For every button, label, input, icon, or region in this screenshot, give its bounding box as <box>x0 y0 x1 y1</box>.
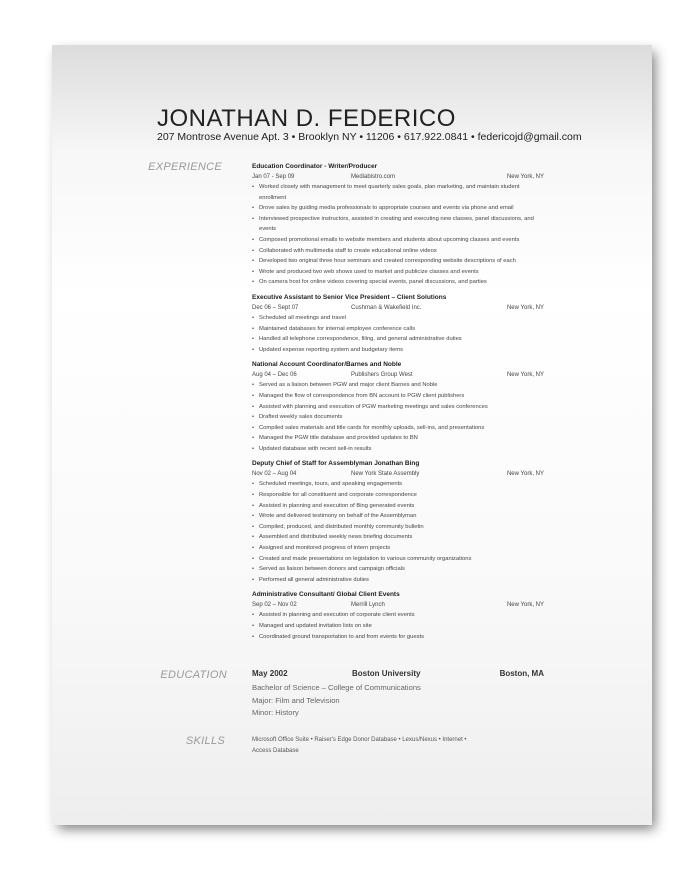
job-bullet: • Managed and updated invitation lists on site <box>252 621 544 632</box>
job-meta <box>252 370 544 380</box>
job-location: New York, NY <box>506 471 544 478</box>
job-bullet: • Assembled and distributed weekly news briefing documents <box>252 532 544 543</box>
job-entry <box>252 359 544 454</box>
job-bullet: • Updated database with recent sell-in results <box>252 444 544 455</box>
job-meta <box>252 600 544 610</box>
job-bullet: • Handled all telephone correspondence, filing, and general administrative duties <box>252 334 544 345</box>
job-entry <box>252 292 544 355</box>
education-heading: EDUCATION <box>160 669 227 681</box>
job-bullets <box>252 313 544 355</box>
job-bullet: • Maintained databases for internal employee conference calls <box>252 324 544 335</box>
job-bullet: • Developed two original three hour seminars and created corresponding website descriptions of each <box>252 256 544 267</box>
job-meta <box>252 469 544 479</box>
job-bullet: • Served as a liaison between PGW and major client Barnes and Noble <box>252 380 544 391</box>
job-title: National Account Coordinator/Barnes and Noble <box>252 361 402 369</box>
job-title: Deputy Chief of Staff for Assemblyman Jonathan Bing <box>252 460 420 468</box>
job-company: Merrill Lynch <box>351 602 385 609</box>
job-bullets <box>252 610 544 642</box>
skills-heading: SKILLS <box>185 735 225 747</box>
job-bullet: • Managed the PGW title database and provided updates to BN <box>252 433 544 444</box>
job-bullet: • Scheduled meetings, tours, and speaking engagements <box>252 479 544 490</box>
education-date: May 2002 <box>252 669 288 678</box>
job-location: New York, NY <box>506 602 544 609</box>
job-location: New York, NY <box>506 372 544 379</box>
experience-list <box>252 161 544 646</box>
job-bullets <box>252 380 544 454</box>
education-degree: Bachelor of Science – College of Communications <box>252 683 421 692</box>
job-bullet: • Created and made presentations on legislation to various community organizations <box>252 554 544 565</box>
job-entry <box>252 161 544 288</box>
education-major: Major: Film and Television <box>252 695 340 705</box>
job-bullet: • Served as liaison between donors and campaign officials <box>252 564 544 575</box>
job-dates: Aug 04 – Dec 06 <box>252 372 297 379</box>
job-title: Administrative Consultant/ Global Client Events <box>252 591 400 599</box>
job-bullet: • Worked closely with management to meet quarterly sales goals, plan marketing, and maintain student enrollment <box>252 182 544 203</box>
job-bullet: • Updated expense reporting system and budgetary items <box>252 345 544 356</box>
job-bullet: • Managed the flow of correspondence from BN account to PGW client publishers <box>252 391 544 402</box>
job-bullet: • Drafted weekly sales documents <box>252 412 544 423</box>
job-bullet: • On camera host for online videos covering special events, panel discussions, and parties <box>252 277 544 288</box>
education-block <box>252 669 544 720</box>
job-bullet: • Performed all general administrative duties <box>252 575 544 586</box>
skills-list <box>252 735 502 757</box>
experience-heading: EXPERIENCE <box>148 161 222 173</box>
job-company: Cushman & Wakefield Inc. <box>351 304 422 311</box>
job-dates: Jan 07 - Sep 09 <box>252 174 295 180</box>
job-dates: Nov 02 – Aug 04 <box>252 471 297 478</box>
education-header <box>252 669 544 682</box>
job-dates: Sep 02 – Nov 02 <box>252 602 297 609</box>
job-location: New York, NY <box>506 174 544 180</box>
resume-name: JONATHAN D. FEDERICO <box>157 105 456 132</box>
education-school: Boston University <box>352 669 421 678</box>
job-bullet: • Wrote and delivered testimony on behalf of the Assemblyman <box>252 511 544 522</box>
job-entry <box>252 589 544 642</box>
job-company: New York State Assembly <box>351 471 420 478</box>
education-minor: Minor: History <box>252 708 299 717</box>
job-bullet: • Scheduled all meetings and travel <box>252 313 544 324</box>
job-bullet: • Drove sales by guiding media professionals to appropriate courses and events via phone and email <box>252 203 544 214</box>
job-bullet: • Composed promotional emails to website members and students about upcoming classes and events <box>252 235 544 246</box>
job-bullet: • Assisted with planning and execution of PGW marketing meetings and sales conferences <box>252 402 544 413</box>
job-bullet: • Coordinated ground transportation to and from events for guests <box>252 632 544 643</box>
job-bullet: • Interviewed prospective instructors, assisted in creating and executing new classes, panel discussions, and events <box>252 214 544 235</box>
job-dates: Dec 06 – Sept 07 <box>252 304 299 311</box>
job-meta <box>252 172 544 182</box>
resume-page <box>52 45 652 825</box>
job-bullet: • Collaborated with multimedia staff to create educational online videos <box>252 246 544 257</box>
job-bullet: • Compiled sales materials and title cards for monthly uploads, sell-ins, and presentations <box>252 423 544 434</box>
job-meta <box>252 303 544 313</box>
job-title: Education Coordinator - Writer/Producer <box>252 163 378 170</box>
job-bullets <box>252 479 544 585</box>
job-company: Mediabistro.com <box>351 174 396 180</box>
job-bullet: • Assisted in planning and execution of Bing generated events <box>252 501 544 512</box>
job-bullets <box>252 182 544 288</box>
contact-info: 207 Montrose Avenue Apt. 3 • Brooklyn NY • 11206 • 617.922.0841 • federicojd@gmail.com <box>157 131 582 143</box>
job-company: Publishers Group West <box>351 372 413 379</box>
job-bullet: • Assisted in planning and execution of corporate client events <box>252 610 544 621</box>
job-location: New York, NY <box>506 304 544 311</box>
job-bullet: • Assigned and monitored progress of intern projects <box>252 543 544 554</box>
skills-line: Microsoft Office Suite • Raiser's Edge Donor Database • Lexus/Nexus • Internet • <box>252 737 467 743</box>
education-location: Boston, MA <box>499 669 544 678</box>
job-bullet: • Wrote and produced two web shows used to market and publicize classes and events <box>252 267 544 278</box>
skills-line: Access Database <box>252 748 299 754</box>
job-title: Executive Assistant to Senior Vice President – Client Solutions <box>252 293 447 301</box>
job-entry <box>252 458 544 585</box>
job-bullet: • Compiled, produced, and distributed monthly community bulletin <box>252 522 544 533</box>
job-bullet: • Responsible for all constituent and corporate correspondence <box>252 490 544 501</box>
